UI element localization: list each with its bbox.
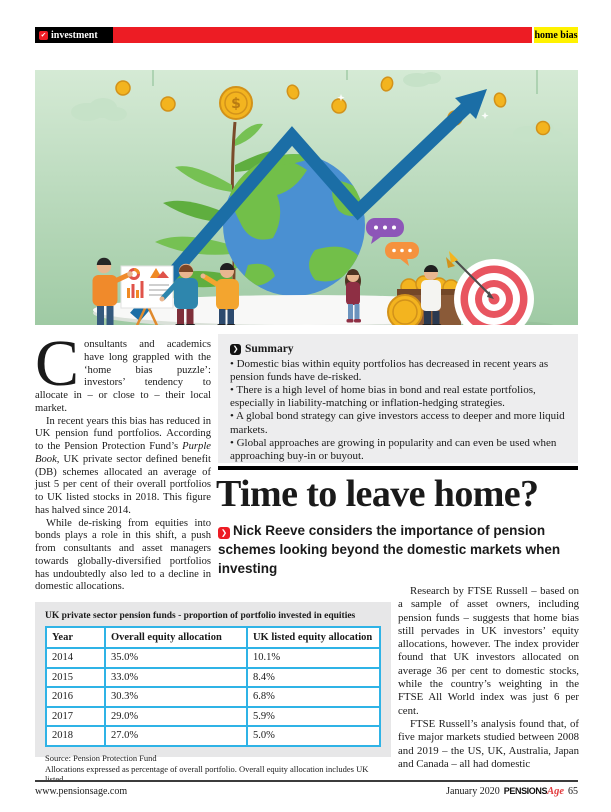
article-body-left — [35, 327, 211, 594]
summary-bullet: • A global bond strategy can give investors access to deeper and more liquid markets. — [230, 410, 566, 436]
summary-title: Summary — [245, 343, 294, 355]
summary-bullet: • There is a high level of home bias in bond and real estate portfolios, especially in liability-matching or inflation-hedging strategies. — [230, 384, 566, 410]
book-title-italic: Purple Book — [35, 441, 211, 465]
column-header: UK listed equity allocation — [247, 627, 380, 648]
paragraph-text: , UK private sector defined benefit (DB) schemes allocated an average of just 5 per cent of their overall portfolios to UK listed stocks in 2018. This figure has halved since 2014. — [35, 453, 211, 516]
cell-uk: 8.4% — [247, 668, 380, 688]
table-row — [46, 668, 380, 688]
cell-year: 2017 — [46, 707, 105, 727]
topic-label: home bias — [534, 27, 578, 43]
logo-pensions: PENSIONS — [503, 786, 548, 796]
paragraph-lead — [35, 327, 211, 416]
cell-uk: 5.9% — [247, 707, 380, 727]
summary-box — [218, 334, 578, 463]
lead-text: onsultants and academics have long grappled with the ‘home bias puzzle’: investors’ tendency to allocate in – or close to – their local market. — [35, 339, 211, 414]
arrow-marker-icon: ❯ — [230, 344, 241, 355]
equity-table-box — [35, 602, 391, 784]
issue-info — [446, 786, 578, 797]
issue-date: January 2020 — [446, 786, 500, 797]
table-note: Allocations expressed as percentage of overall portfolio. Overall equity allocation includes UK listed. — [45, 763, 369, 784]
paragraph: Research by FTSE Russell – based on a sample of asset owners, including pension funds – suggests that home bias still pervades in UK investors’ equity allocations, however. The index provider found that UK investors allocated on average 36 per cent to domestic stocks, while the country’s weighting in the FTSE All World index was just 6 per cent. — [398, 585, 579, 717]
cell-overall: 29.0% — [105, 707, 247, 727]
cell-uk: 10.1% — [247, 648, 380, 668]
table-source: Source: Pension Protection Fund — [45, 752, 157, 763]
paragraph — [35, 416, 211, 518]
cell-overall: 27.0% — [105, 726, 247, 746]
column-header: Overall equity allocation — [105, 627, 247, 648]
article-body-right — [398, 585, 579, 771]
drop-cap: C — [35, 327, 80, 400]
cell-overall: 33.0% — [105, 668, 247, 688]
website-url: www.pensionsage.com — [35, 786, 128, 797]
svg-text:$: $ — [231, 96, 241, 112]
cell-year: 2018 — [46, 726, 105, 746]
category-label — [35, 27, 113, 43]
section-divider — [218, 466, 578, 470]
headline: Time to leave home? — [216, 473, 539, 515]
cell-year: 2016 — [46, 687, 105, 707]
table-row — [46, 687, 380, 707]
logo-age: Age — [547, 786, 564, 797]
arrow-marker-icon: ❯ — [218, 527, 230, 539]
summary-bullet: • Global approaches are growing in popularity and can even be used when approaching buy-in or buyout. — [230, 437, 566, 463]
page-footer — [35, 780, 578, 797]
equity-allocation-table — [45, 626, 381, 747]
summary-header — [230, 343, 566, 356]
cell-year: 2014 — [46, 648, 105, 668]
table-row — [46, 648, 380, 668]
cell-overall: 35.0% — [105, 648, 247, 668]
illustration-svg — [35, 70, 578, 325]
paragraph: FTSE Russell’s analysis found that, of five major markets studied between 2008 and 2019 – the US, UK, Australia, Japan and Canada – all had domestic — [398, 717, 579, 770]
global-investment-illustration — [35, 70, 578, 325]
table-title: UK private sector pension funds - proportion of portfolio invested in equities — [45, 611, 356, 621]
magazine-logo — [504, 786, 564, 797]
category-text: investment — [51, 29, 98, 41]
page-number: 65 — [568, 786, 578, 797]
table-row — [46, 707, 380, 727]
paragraph: While de-risking from equities into bonds plays a role in this shift, a push from consultants and asset managers towards globally-diversified portfolios has undoubtedly also led to a decline in domestic allocations. — [35, 517, 211, 593]
cell-uk: 5.0% — [247, 726, 380, 746]
cell-year: 2015 — [46, 668, 105, 688]
column-header: Year — [46, 627, 105, 648]
cell-overall: 30.3% — [105, 687, 247, 707]
table-header-row — [46, 627, 380, 648]
header-rule — [113, 27, 532, 43]
standfirst — [218, 521, 572, 578]
table-row — [46, 726, 380, 746]
checkmark-icon: ✔ — [40, 30, 47, 39]
paragraph-text: In recent years this bias has reduced in UK pension fund portfolios. According to the Pension Protection Fund’s — [35, 415, 211, 452]
standfirst-text: Nick Reeve considers the importance of pension schemes looking beyond the domestic markets when investing — [218, 523, 561, 576]
summary-bullet: • Domestic bias within equity portfolios has decreased in recent years as pension funds have de-risked. — [230, 358, 566, 384]
cell-uk: 6.8% — [247, 687, 380, 707]
